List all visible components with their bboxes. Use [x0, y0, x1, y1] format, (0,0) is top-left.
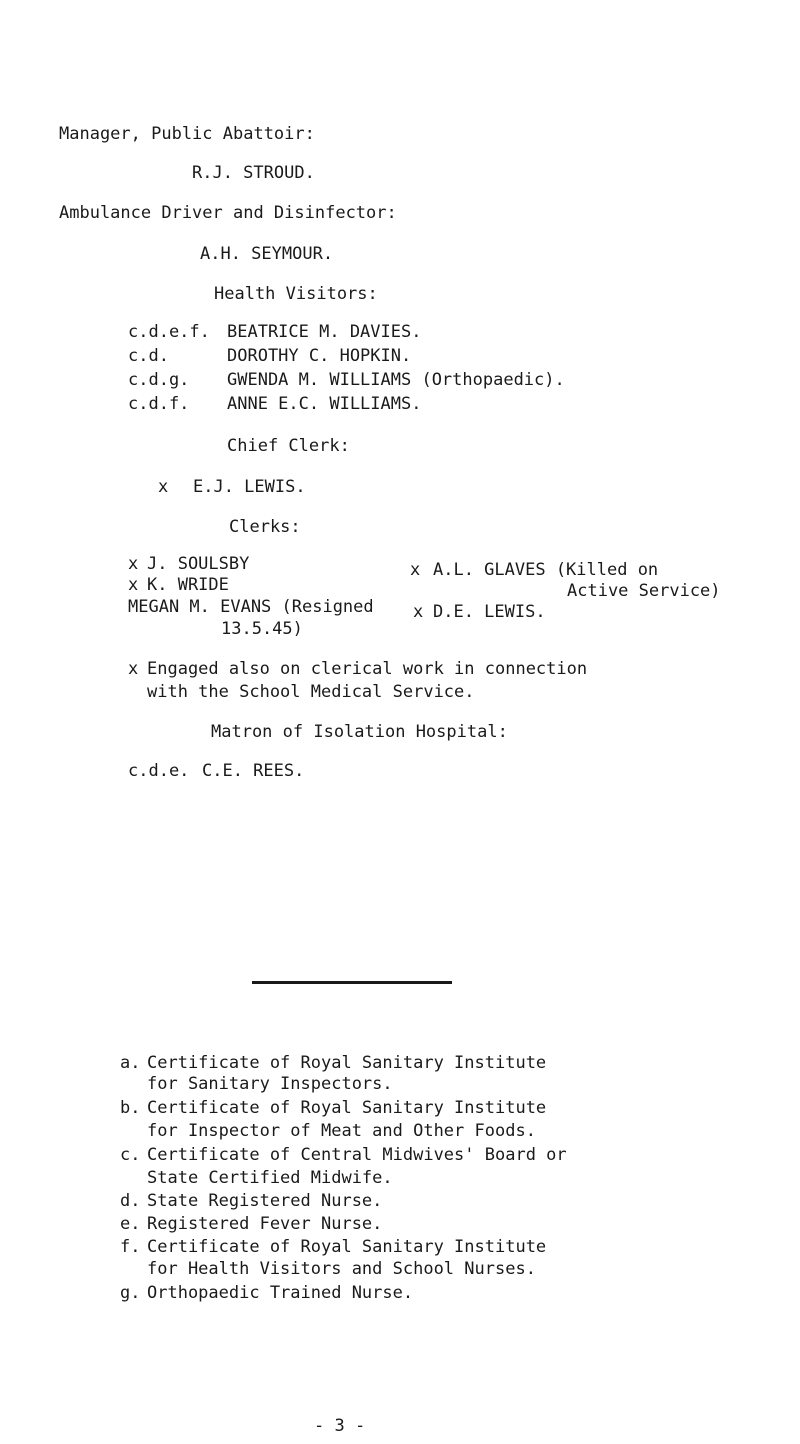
clerk-mark: x: [413, 602, 424, 622]
clerk-name: J. SOULSBY: [147, 554, 250, 574]
note-mark: x: [128, 659, 139, 679]
hv-qual: c.d.g.: [128, 370, 190, 390]
hv-name: GWENDA M. WILLIAMS (Orthopaedic).: [227, 370, 565, 390]
matron-name: C.E. REES.: [202, 761, 305, 781]
clerk-mark: x: [410, 560, 421, 580]
hv-qual: c.d.f.: [128, 394, 190, 414]
footnote-line: for Inspector of Meat and Other Foods.: [147, 1121, 536, 1141]
hv-qual: c.d.e.f.: [128, 322, 210, 342]
clerk-name: MEGAN M. EVANS (Resigned: [128, 597, 374, 617]
ambulance-heading: Ambulance Driver and Disinfector:: [59, 203, 397, 223]
matron-qual: c.d.e.: [128, 761, 190, 781]
divider-rule: [252, 981, 452, 984]
health-visitors-heading: Health Visitors:: [214, 284, 378, 304]
chief-clerk-mark: x: [158, 477, 169, 497]
footnote-line: Registered Fever Nurse.: [147, 1214, 383, 1234]
hv-qual: c.d.: [128, 346, 169, 366]
footnote-letter: c.: [120, 1145, 141, 1165]
footnote-line: Certificate of Royal Sanitary Institute: [147, 1053, 547, 1073]
hv-name: DOROTHY C. HOPKIN.: [227, 346, 412, 366]
footnote-letter: b.: [120, 1098, 141, 1118]
chief-clerk-heading: Chief Clerk:: [227, 436, 350, 456]
matron-heading: Matron of Isolation Hospital:: [211, 722, 508, 742]
footnote-letter: d.: [120, 1191, 141, 1211]
footnote-letter: e.: [120, 1214, 141, 1234]
footnote-letter: f.: [120, 1237, 141, 1257]
clerk-mark: x: [128, 575, 139, 595]
page-number: - 3 -: [314, 1416, 366, 1436]
clerk-name: D.E. LEWIS.: [433, 602, 546, 622]
manager-name: R.J. STROUD.: [192, 163, 315, 183]
note-line-1: Engaged also on clerical work in connection: [147, 659, 588, 679]
footnote-letter: g.: [120, 1283, 141, 1303]
manager-heading: Manager, Public Abattoir:: [59, 124, 315, 144]
footnote-line: State Registered Nurse.: [147, 1191, 383, 1211]
hv-name: ANNE E.C. WILLIAMS.: [227, 394, 422, 414]
footnote-line: Certificate of Central Midwives' Board or: [147, 1145, 567, 1165]
hv-name: BEATRICE M. DAVIES.: [227, 322, 422, 342]
note-line-2: with the School Medical Service.: [147, 682, 475, 702]
footnote-line: Orthopaedic Trained Nurse.: [147, 1283, 414, 1303]
clerks-heading: Clerks:: [229, 517, 301, 537]
footnote-letter: a.: [120, 1053, 141, 1073]
footnote-line: Certificate of Royal Sanitary Institute: [147, 1098, 547, 1118]
ambulance-name: A.H. SEYMOUR.: [200, 244, 334, 264]
footnote-line: State Certified Midwife.: [147, 1168, 393, 1188]
clerk-name: K. WRIDE: [147, 575, 229, 595]
clerk-name: Active Service): [567, 581, 721, 601]
footnote-line: Certificate of Royal Sanitary Institute: [147, 1237, 547, 1257]
clerk-name: A.L. GLAVES (Killed on: [433, 560, 659, 580]
clerk-mark: x: [128, 554, 139, 574]
footnote-line: for Health Visitors and School Nurses.: [147, 1259, 536, 1279]
footnote-line: for Sanitary Inspectors.: [147, 1074, 393, 1094]
chief-clerk-name: E.J. LEWIS.: [193, 477, 306, 497]
clerk-name: 13.5.45): [221, 619, 303, 639]
